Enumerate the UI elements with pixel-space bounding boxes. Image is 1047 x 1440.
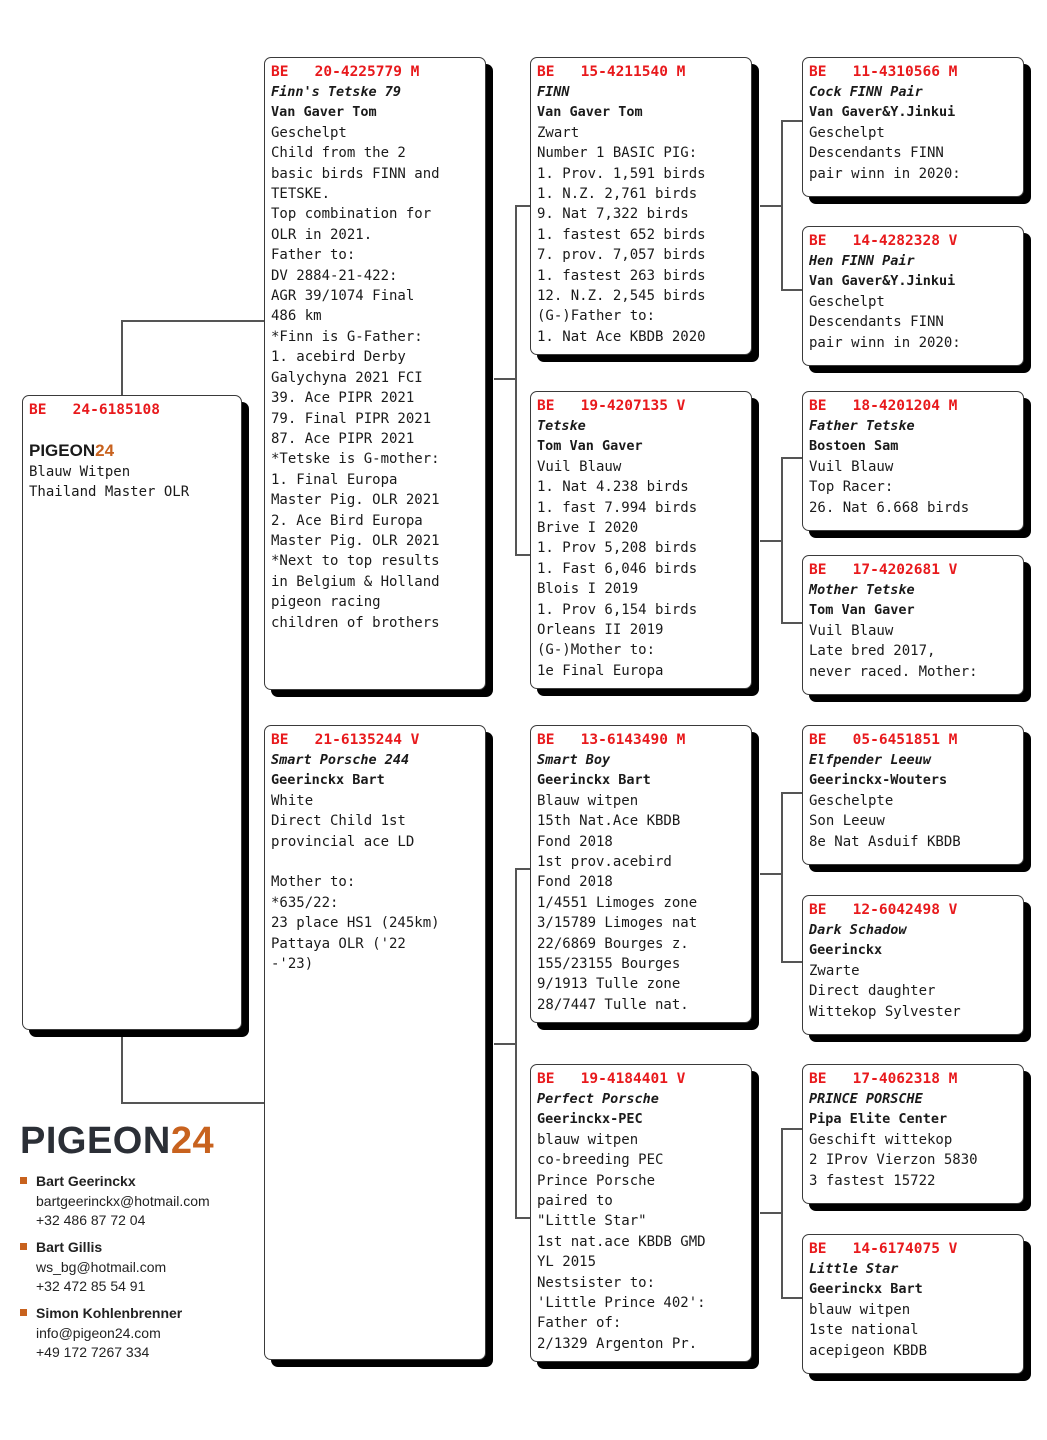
connector-line [494, 1043, 516, 1045]
pigeon-description: Vuil Blauw Late bred 2017, never raced. Mother: [809, 622, 978, 680]
connector-line [781, 120, 803, 122]
breeder-name: Van Gaver&Y.Jinkui [809, 104, 956, 121]
breeder-name: Pipa Elite Center [809, 1111, 948, 1128]
contact-name: Bart Gillis [20, 1238, 166, 1258]
contact-phone[interactable]: +32 486 87 72 04 [36, 1212, 146, 1228]
ring-number: BE 21-6135244 V [271, 732, 420, 748]
breeder-name: Van Gaver&Y.Jinkui [809, 273, 956, 290]
connector-line [760, 540, 782, 542]
pigeon-description: Geschift wittekop 2 IProv Vierzon 5830 3 fastest 15722 [809, 1131, 978, 1189]
mother-card[interactable] [264, 725, 486, 1360]
connector-line [760, 205, 782, 207]
ring-number: BE 20-4225779 M [271, 64, 420, 80]
ring-number: BE 14-4282328 V [809, 233, 958, 249]
great-grandparent-card[interactable] [802, 57, 1024, 197]
grandfather-maternal-card[interactable] [530, 725, 752, 1023]
great-grandparent-card[interactable] [802, 895, 1024, 1035]
pigeon-description: Vuil Blauw Top Racer: 26. Nat 6.668 birds [809, 458, 970, 516]
pigeon-description: Zwart Number 1 BASIC PIG: 1. Prov. 1,591 birds 1. N.Z. 2,761 birds 9. Nat 7,322 birds 1. fastest 652 birds 7. prov. 7,057 birds 1. fastest 263 birds 12. N.Z. 2,545 birds (G-)Father to: 1. Nat Ace KBDB 2020 [537, 124, 706, 345]
pigeon-description: White Direct Child 1st provincial ace LD Mother to: *635/22: 23 place HS1 (245km) Pattaya OLR ('22 -'23) [271, 792, 440, 973]
subject-card[interactable] [22, 395, 242, 1030]
pigeon-description: Geschelpt Child from the 2 basic birds FINN and TETSKE. Top combination for OLR in 2021. Father to: DV 2884-21-422: AGR 39/1074 Final 486 km *Finn is G-Father: 1. acebird Derby Galychyna 2021 FCI 39. Ace PIPR 2021 79. Final PIPR 2021 87. Ace PIPR 2021 *Tetske is G-mother: 1. Final Europa Master Pig. OLR 2021 2. Ace Bird Europa Master Pig. OLR 2021 *Next to top results in Belgium & Holland pigeon racing children of brothers [271, 124, 440, 631]
subject-ring-number: BE 24-6185108 [29, 402, 160, 418]
pigeon-description: Zwarte Direct daughter Wittekop Sylvester [809, 962, 961, 1020]
breeder-name: Geerinckx Bart [271, 772, 385, 789]
connector-line [781, 120, 783, 290]
contact-email-link[interactable]: bartgeerinckx@hotmail.com [36, 1192, 210, 1209]
connector-line [781, 622, 803, 624]
connector-line [760, 1212, 782, 1214]
pigeon-name: PRINCE PORSCHE [809, 1091, 923, 1107]
breeder-name: Geerinckx Bart [537, 772, 651, 789]
contact-name: Simon Kohlenbrenner [20, 1304, 182, 1324]
great-grandparent-card[interactable] [802, 226, 1024, 366]
breeder-name: Tom Van Gaver [537, 438, 643, 455]
pigeon-name: Perfect Porsche [537, 1091, 659, 1107]
great-grandparent-card[interactable] [802, 1234, 1024, 1374]
great-grandparent-card[interactable] [802, 725, 1024, 865]
subject-title: Thailand Master OLR [29, 484, 190, 501]
connector-line [781, 1297, 803, 1299]
pigeon-name: Smart Porsche 244 [271, 752, 410, 768]
connector-line [121, 320, 265, 322]
ring-number: BE 13-6143490 M [537, 732, 686, 748]
connector-line [781, 457, 783, 623]
contact-block [20, 1304, 182, 1363]
connector-line [781, 1128, 803, 1130]
connector-line [121, 1037, 123, 1103]
pigeon-name: Smart Boy [537, 752, 611, 768]
breeder-name: Van Gaver Tom [271, 104, 377, 121]
connector-line [515, 205, 517, 555]
father-card[interactable] [264, 57, 486, 690]
pigeon-description: Blauw witpen 15th Nat.Ace KBDB Fond 2018 1st prov.acebird Fond 2018 1/4551 Limoges zone 3/15789 Limoges nat 22/6869 Bourges z. 155/23155 Bourges 9/1913 Tulle zone 28/7447 Tulle nat. [537, 792, 698, 1013]
connector-line [781, 792, 803, 794]
pigeon-name: Little Star [809, 1261, 899, 1277]
ring-number: BE 18-4201204 M [809, 398, 958, 414]
pigeon-name: Hen FINN Pair [809, 253, 915, 269]
pigeon-description: Geschelpte Son Leeuw 8e Nat Asduif KBDB [809, 792, 961, 850]
connector-line [515, 868, 517, 1218]
pigeon-description: Geschelpt Descendants FINN pair winn in 2020: [809, 293, 961, 351]
ring-number: BE 17-4202681 V [809, 562, 958, 578]
ring-number: BE 19-4184401 V [537, 1071, 686, 1087]
connector-line [781, 457, 803, 459]
connector-line [515, 1217, 531, 1219]
ring-number: BE 12-6042498 V [809, 902, 958, 918]
grandfather-paternal-card[interactable] [530, 57, 752, 355]
ring-number: BE 11-4310566 M [809, 64, 958, 80]
contact-email-link[interactable]: info@pigeon24.com [36, 1324, 161, 1341]
contact-email-link[interactable]: ws_bg@hotmail.com [36, 1258, 167, 1275]
connector-line [781, 961, 803, 963]
contact-name: Bart Geerinckx [20, 1172, 210, 1192]
breeder-name: Geerinckx-PEC [537, 1111, 643, 1128]
subject-color: Blauw Witpen [29, 464, 131, 480]
contact-block [20, 1238, 166, 1297]
connector-line [781, 792, 783, 962]
pigeon-name: Elfpender Leeuw [809, 752, 931, 768]
pigeon-name: Cock FINN Pair [809, 84, 923, 100]
subject-brand-logo: PIGEON24 [29, 441, 115, 460]
grandmother-maternal-card[interactable] [530, 1064, 752, 1362]
connector-line [781, 289, 803, 291]
great-grandparent-card[interactable] [802, 391, 1024, 531]
pigeon-description: Vuil Blauw 1. Nat 4.238 birds 1. fast 7.994 birds Brive I 2020 1. Prov 5,208 birds 1. Fast 6,046 birds Blois I 2019 1. Prov 6,154 birds Orleans II 2019 (G-)Mother to: 1e Final Europa [537, 458, 698, 679]
connector-line [121, 320, 123, 396]
contact-phone[interactable]: +49 172 7267 334 [36, 1344, 150, 1360]
connector-line [494, 378, 516, 380]
ring-number: BE 17-4062318 M [809, 1071, 958, 1087]
pigeon-name: Mother Tetske [809, 582, 915, 598]
ring-number: BE 19-4207135 V [537, 398, 686, 414]
ring-number: BE 14-6174075 V [809, 1241, 958, 1257]
pigeon-name: Tetske [537, 418, 586, 434]
breeder-name: Geerinckx [809, 942, 883, 959]
connector-line [121, 1102, 265, 1104]
connector-line [515, 868, 531, 870]
great-grandparent-card[interactable] [802, 1064, 1024, 1204]
pigeon24-logo: PIGEON24 [20, 1120, 215, 1162]
connector-line [781, 1128, 783, 1298]
pigeon-name: FINN [537, 84, 570, 100]
pigeon-name: Dark Schadow [809, 922, 907, 938]
pigeon-description: blauw witpen co-breeding PEC Prince Porsche paired to "Little Star" 1st nat.ace KBDB GMD YL 2015 Nestsister to: 'Little Prince 402': Father of: 2/1329 Argenton Pr. [537, 1131, 706, 1352]
breeder-name: Geerinckx Bart [809, 1281, 923, 1298]
breeder-name: Van Gaver Tom [537, 104, 643, 121]
pigeon-name: Father Tetske [809, 418, 915, 434]
connector-line [760, 873, 782, 875]
contact-phone[interactable]: +32 472 85 54 91 [36, 1278, 146, 1294]
contact-block [20, 1172, 210, 1231]
ring-number: BE 05-6451851 M [809, 732, 958, 748]
connector-line [515, 554, 531, 556]
great-grandparent-card[interactable] [802, 555, 1024, 695]
ring-number: BE 15-4211540 M [537, 64, 686, 80]
pigeon-description: Geschelpt Descendants FINN pair winn in 2020: [809, 124, 961, 182]
connector-line [515, 205, 531, 207]
pigeon-name: Finn's Tetske 79 [271, 84, 402, 100]
breeder-name: Geerinckx-Wouters [809, 772, 948, 789]
breeder-name: Bostoen Sam [809, 438, 899, 455]
pigeon-description: blauw witpen 1ste national acepigeon KBDB [809, 1301, 928, 1359]
breeder-name: Tom Van Gaver [809, 602, 915, 619]
grandmother-paternal-card[interactable] [530, 391, 752, 689]
